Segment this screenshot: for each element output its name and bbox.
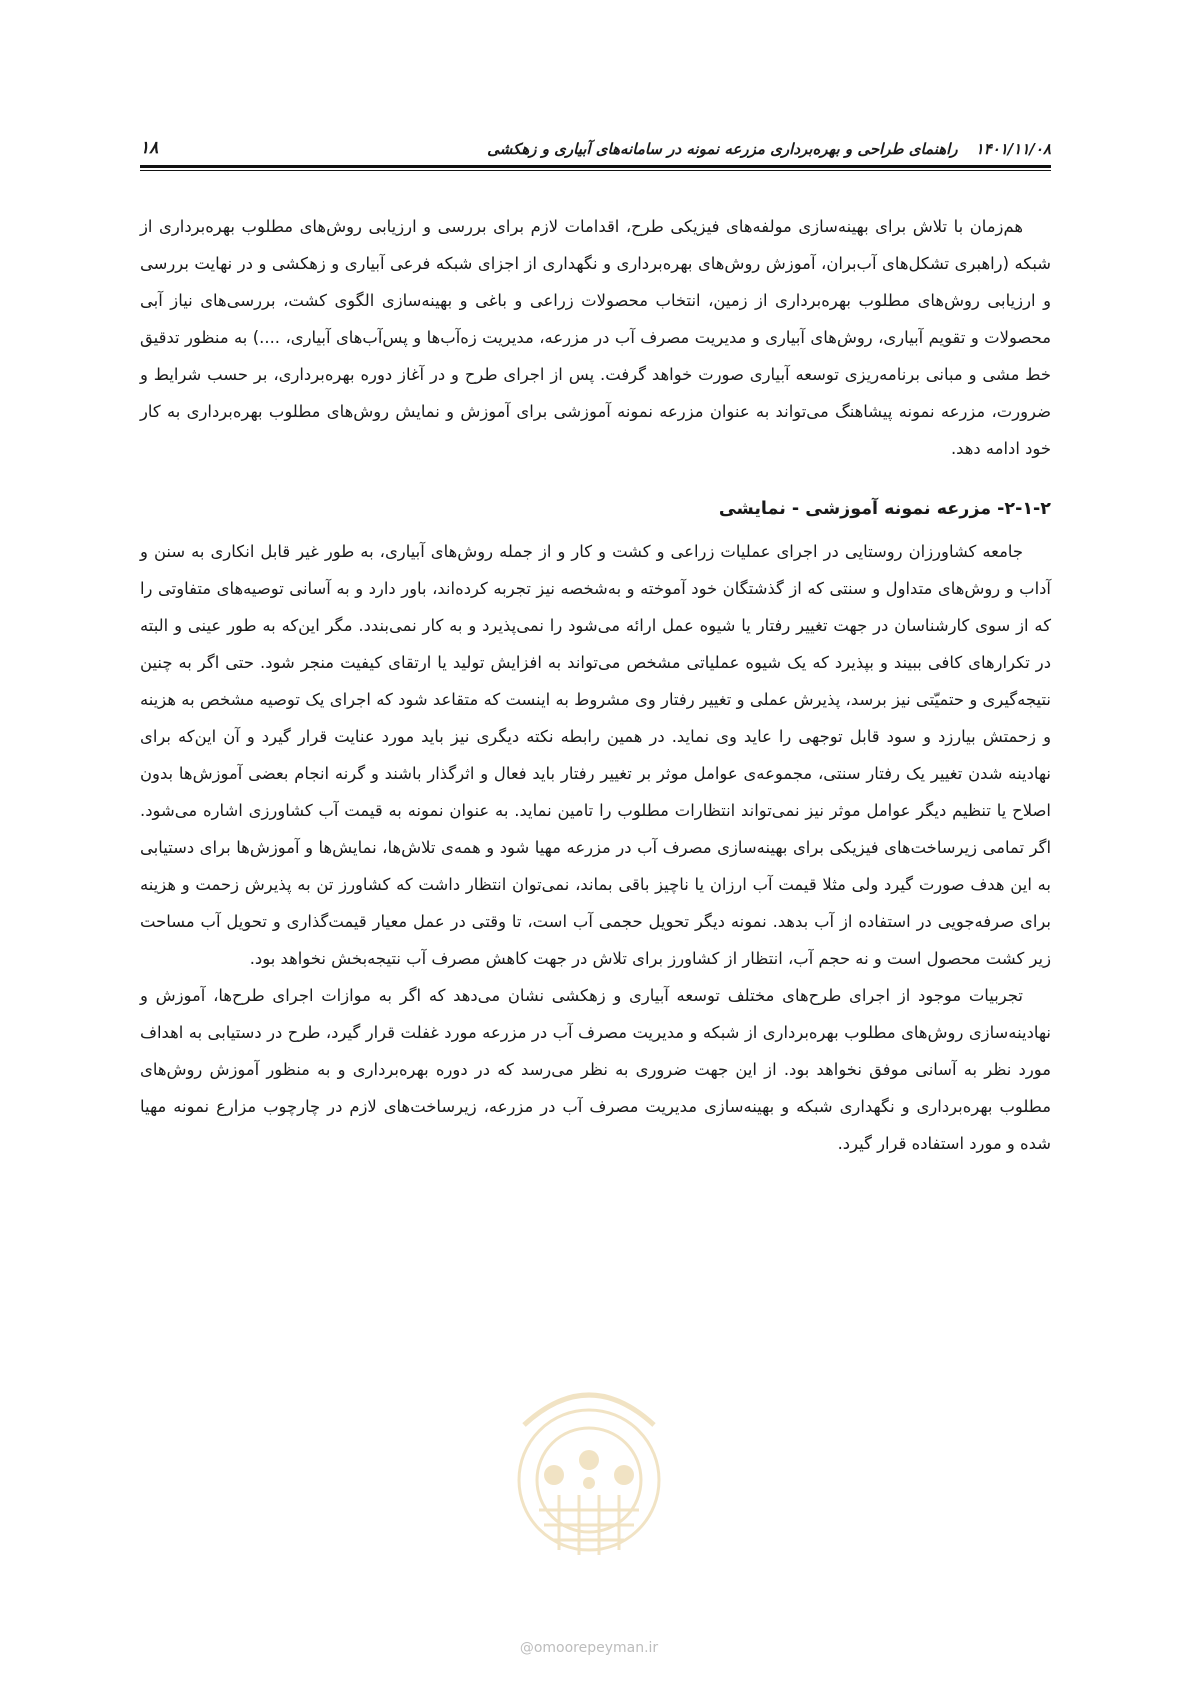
header-title: راهنمای طراحی و بهره‌برداری مزرعه نمونه در سامانه‌های آبیاری و زهکشی: [487, 140, 958, 158]
paragraph-section-2: تجربیات موجود از اجرای طرح‌های مختلف توسعه آبیاری و زهکشی نشان می‌دهد که اگر به موازات اجرای طرح‌ها، آموزش و نهادینه‌سازی روش‌های مطلوب بهره‌برداری از شبکه و مدیریت مصرف آب در مزرعه مورد غفلت قرار گیرد، طرح در دستیابی به اهداف مورد نظر به آسانی موفق نخواهد بود. از این جهت ضروری به نظر می‌رسد که در دوره بهره‌برداری و به منظور آموزش روش‌های مطلوب بهره‌برداری و نگهداری شبکه و بهینه‌سازی مدیریت مصرف آب در مزرعه، زیرساخت‌های لازم در چارچوب مزارع نمونه مهیا شده و مورد استفاده قرار گیرد.: [140, 986, 1051, 1153]
omoorepeyman-seal-logo-icon: [484, 1365, 694, 1595]
header-date: ۱۴۰۱/۱۱/۰۸: [975, 140, 1051, 158]
header-divider: [140, 165, 1051, 168]
paragraph-section-1: جامعه کشاورزان روستایی در اجرای عملیات زراعی و کشت و کار و از جمله روش‌های آبیاری، به طور غیر قابل انکاری به سنن و آداب و روش‌های متداول و سنتی که از گذشتگان خود آموخته و به‌شخصه نیز تجربه کرده‌اند، باور دارد و به آسانی توصیه‌های متفاوتی را که از سوی کارشناسان در جهت تغییر رفتار یا شیوه عمل ارائه می‌شود را نمی‌پذیرد و به کار نمی‌بندد. مگر این‌که به طور عینی و البته در تکرارهای کافی ببیند و بپذیرد که یک شیوه عملیاتی مشخص می‌تواند به افزایش تولید یا ارتقای کیفیت منجر شود. حتی اگر به چنین نتیجه‌گیری و حتمیّتی نیز برسد، پذیرش عملی و تغییر رفتار وی مشروط به اینست که متقاعد شود که اجرای یک توصیه مشخص به هزینه و زحمتش بیارزد و سود قابل توجهی را عاید وی نماید. در همین رابطه نکته دیگری نیز باید مورد عنایت قرار گیرد و آن این‌که برای نهادینه شدن تغییر یک رفتار سنتی، مجموعه‌ی عوامل موثر بر تغییر رفتار باید فعال و اثرگذار باشند و گرنه انجام بعضی آموزش‌ها بدون اصلاح یا تنظیم دیگر عوامل موثر نیز نمی‌تواند انتظارات مطلوب را تامین نماید. به عنوان نمونه به قیمت آب کشاورزی اشاره می‌شود. اگر تمامی زیرساخت‌های فیزیکی برای بهینه‌سازی مصرف آب در مزرعه مهیا شود و همه‌ی تلاش‌ها، نمایش‌ها و آموزش‌ها برای دستیابی به این هدف صورت گیرد ولی مثلا قیمت آب ارزان یا ناچیز باقی بماند، نمی‌توان انتظار داشت که کشاورز تن به پذیرش زحمت و هزینه برای صرفه‌جویی در استفاده از آب بدهد. نمونه دیگر تحویل حجمی آب است، تا وقتی در عمل معیار قیمت‌گذاری و تحویل آب مساحت زیر کشت محصول است و نه حجم آب، انتظار از کشاورز برای تلاش در جهت کاهش مصرف آب نتیجه‌بخش نخواهد بود.: [140, 542, 1051, 968]
running-header: [487, 140, 1051, 158]
watermark-logo: [484, 1365, 694, 1645]
page-number: ۱۸: [140, 138, 159, 158]
page-header: [140, 128, 1051, 158]
section-heading: ۲-۱-۲- مزرعه نمونه آموزشی - نمایشی: [718, 499, 1051, 519]
watermark-url: @omoorepeyman.ir: [519, 1640, 659, 1656]
page-body: [140, 208, 1051, 1162]
paragraph-intro: هم‌زمان با تلاش برای بهینه‌سازی مولفه‌های فیزیکی طرح، اقدامات لازم برای بررسی و ارزیابی روش‌های مطلوب بهره‌برداری از شبکه (راهبری تشکل‌های آب‌بران، آموزش روش‌های بهره‌برداری و نگهداری از اجزای شبکه فرعی آبیاری و زهکشی و در نهایت بررسی و ارزیابی روش‌های مطلوب بهره‌برداری از زمین، انتخاب محصولات زراعی و باغی و بهینه‌سازی الگوی کشت، بررسی‌های نیاز آبی محصولات و تقویم آبیاری، روش‌های آبیاری و مدیریت مصرف آب در مزرعه، مدیریت زه‌آب‌ها و پس‌آب‌های آبیاری، ....) به منظور تدقیق خط مشی و مبانی برنامه‌ریزی توسعه آبیاری صورت خواهد گرفت. پس از اجرای طرح و در آغاز دوره بهره‌برداری، بر حسب شرایط و ضرورت، مزرعه نمونه پیشاهنگ می‌تواند به عنوان مزرعه نمونه آموزشی برای آموزش و نمایش روش‌های مطلوب بهره‌برداری به کار خود ادامه دهد.: [140, 217, 1051, 458]
